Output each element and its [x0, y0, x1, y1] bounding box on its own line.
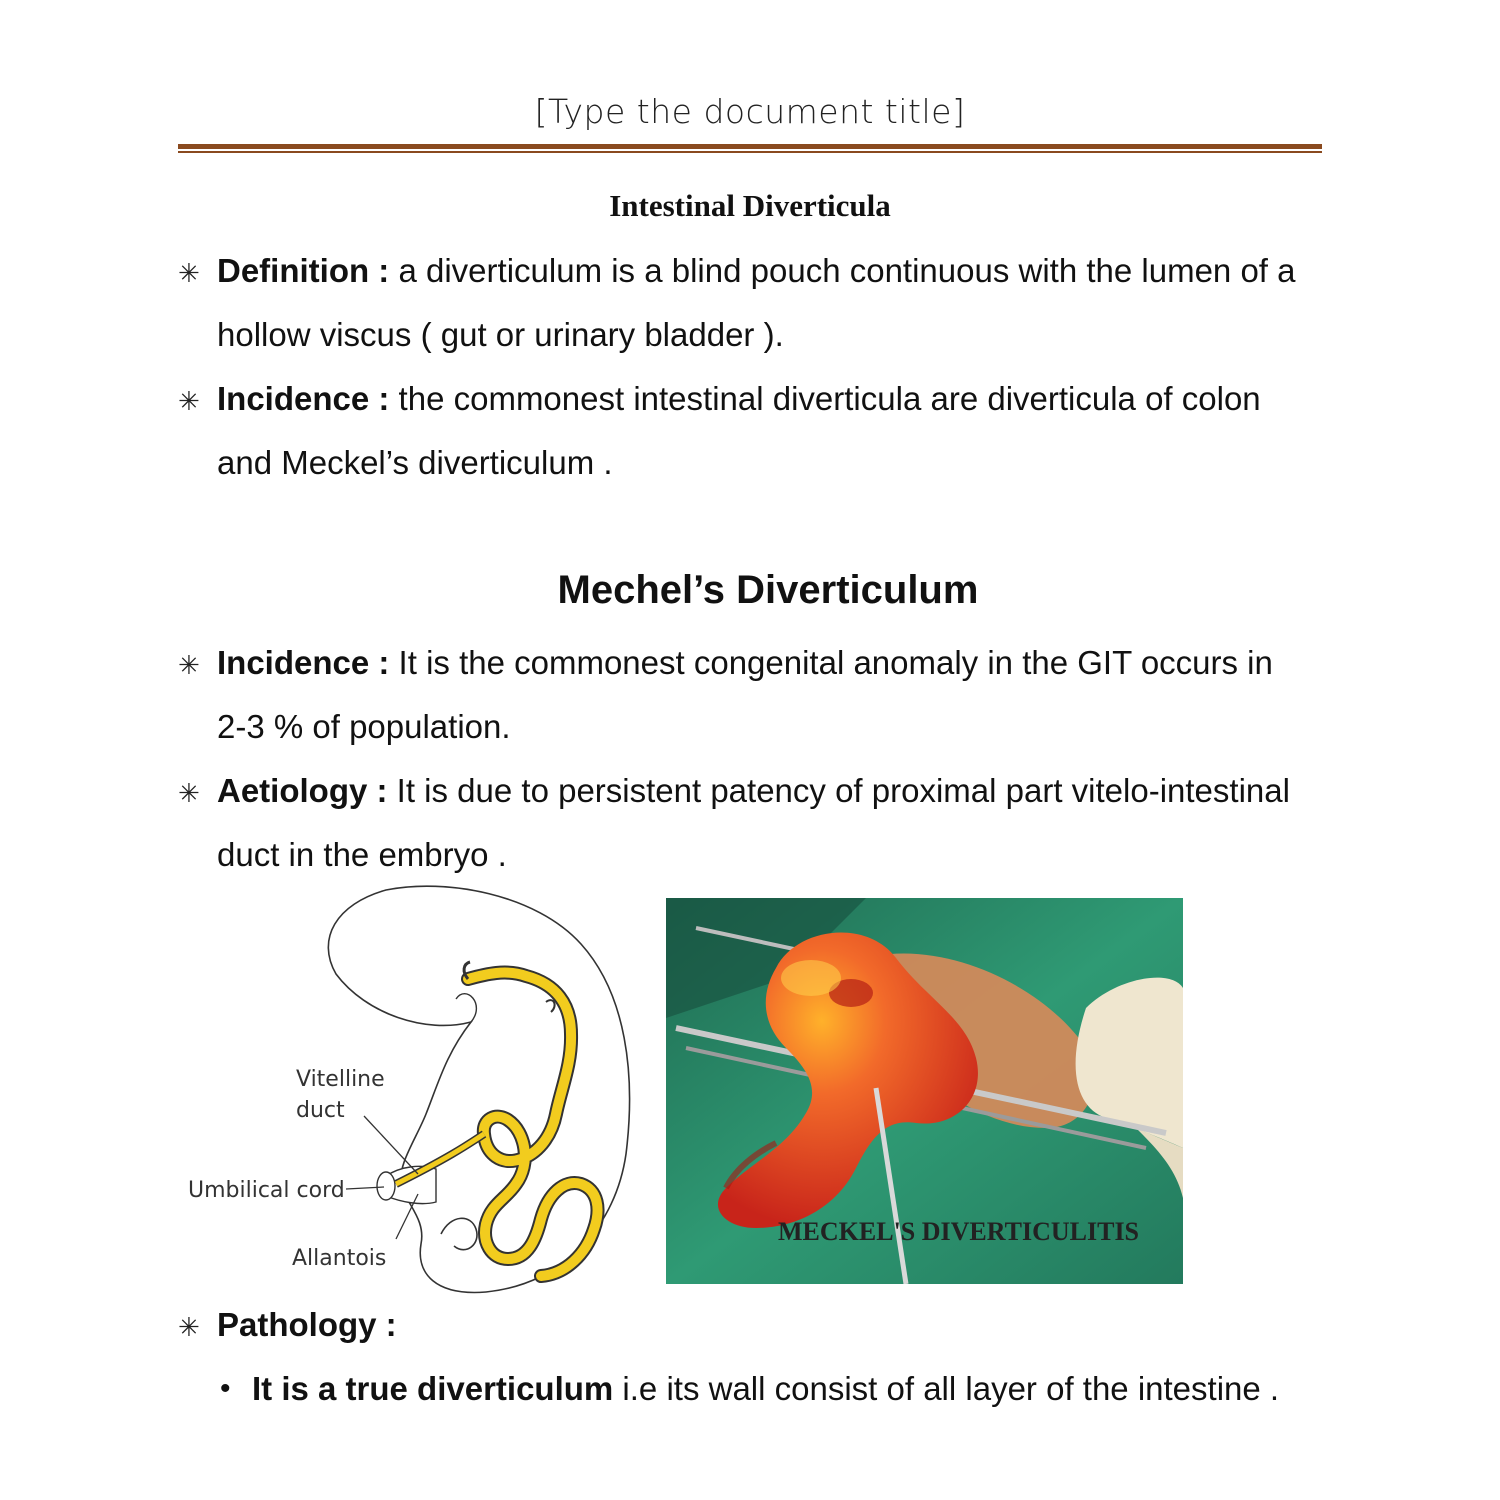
header-rule [178, 144, 1322, 149]
aetiology-label: Aetiology : [217, 772, 388, 809]
umbilical-cord-cross-section [377, 1172, 395, 1200]
label-umbilical-cord: Umbilical cord [188, 1178, 345, 1203]
definition-label: Definition : [217, 252, 390, 289]
pathology-heading [217, 1293, 1307, 1357]
label-allantois: Allantois [292, 1246, 387, 1271]
bowel-highlight [781, 960, 841, 996]
star-bullet-icon: ✳ [178, 650, 200, 680]
photo-caption: MECKEL'S DIVERTICULITIS [778, 1217, 1140, 1246]
embryo-vitelline-duct-diagram [186, 884, 636, 1296]
incidence-label: Incidence : [217, 380, 390, 417]
definition-paragraph [217, 239, 1307, 367]
star-bullet-icon: ✳ [178, 258, 200, 288]
dot-bullet-icon: • [220, 1372, 231, 1405]
star-bullet-icon: ✳ [178, 778, 200, 808]
pathology-label: Pathology : [217, 1306, 397, 1343]
section-title-intestinal-diverticula: Intestinal Diverticula [609, 188, 891, 223]
meckel-incidence-label: Incidence : [217, 644, 390, 681]
definition-text: a diverticulum is a blind pouch continuous with the lumen of a hollow viscus ( gut or urinary bladder ). [217, 252, 1296, 353]
star-bullet-icon: ✳ [178, 1312, 200, 1342]
pathology-point-text: i.e its wall consist of all layer of the intestine . [613, 1370, 1280, 1407]
document-header-title[interactable]: [Type the document title] [534, 92, 966, 131]
meckel-incidence-text: It is the commonest congenital anomaly in the GIT occurs in 2-3 % of population. [217, 644, 1273, 745]
label-duct: duct [296, 1098, 345, 1123]
aetiology-text: It is due to persistent patency of proximal part vitelo-intestinal duct in the embryo . [217, 772, 1290, 873]
star-bullet-icon: ✳ [178, 386, 200, 416]
pathology-point-label: It is a true diverticulum [252, 1370, 614, 1407]
pathology-point [252, 1357, 1302, 1421]
section-title-meckels-diverticulum: Mechel’s Diverticulum [557, 568, 979, 612]
meckel-incidence-paragraph [217, 631, 1307, 759]
header-rule-thin [178, 151, 1322, 153]
meckels-diverticulitis-photo [666, 898, 1183, 1284]
label-vitelline: Vitelline [296, 1067, 385, 1092]
incidence-paragraph [217, 367, 1307, 495]
aetiology-paragraph [217, 759, 1307, 887]
incidence-text: the commonest intestinal diverticula are diverticula of colon and Meckel’s diverticulum . [217, 380, 1261, 481]
